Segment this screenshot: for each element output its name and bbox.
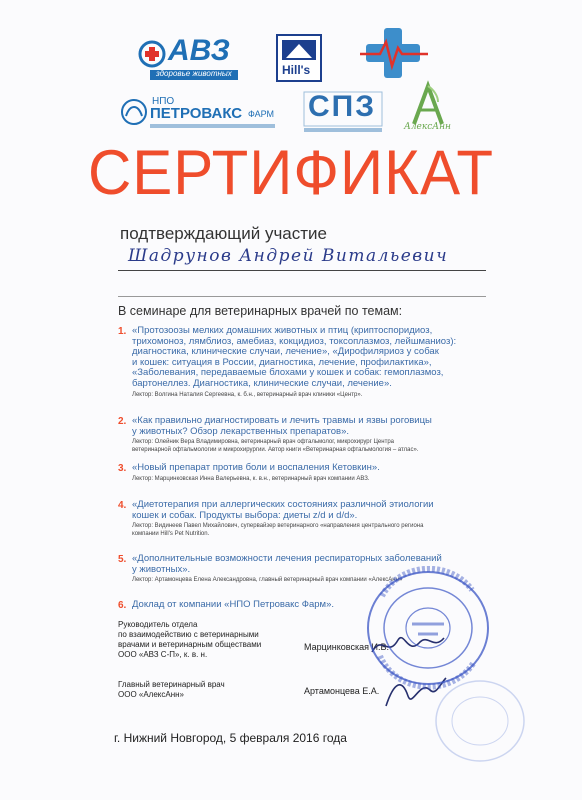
topic-line: у животных? Обзор лекарственных препаратов». — [132, 425, 350, 437]
topic-number: 6. — [118, 600, 127, 611]
signature-name-2: Артамонцева Е.А. — [304, 686, 380, 696]
topic-line: «Протозоозы мелких домашних животных и птиц (криптоспоридиоз, — [132, 325, 433, 336]
topic-number: 3. — [118, 463, 127, 474]
topic-line: «Заболевания, передаваемые блохами у кошек и собак: гемоплазмоз, — [132, 367, 444, 379]
topic-text — [132, 416, 488, 437]
topic-number: 4. — [118, 500, 127, 511]
role-line: врачами и ветеринарным обществами — [118, 640, 262, 649]
topic-line: «Новый препарат против боли и воспаления Кетовкин». — [132, 462, 380, 473]
role-line: ООО «АлексАнн» — [118, 690, 185, 699]
participant-name: Шадрунов Андрей Витальевич — [128, 246, 449, 266]
spz-logo — [302, 90, 384, 136]
petrovax-npo: НПО — [152, 96, 175, 107]
spz-logo-text: СПЗ — [308, 90, 377, 123]
topic-text — [132, 500, 488, 521]
topic-line: трихомоноз, лямблиоз, амебиаз, кокцидиоз, токсоплазмоз, лейшманиоз): — [132, 335, 457, 347]
lecturer-line: Лектор: Артамонцева Елена Александровна, главный ветеринарный врач компании «АлексАнн» — [132, 577, 403, 584]
hills-logo-text: Hill's — [282, 63, 311, 77]
role-line: ООО «АВЗ С-П», к. в. н. — [118, 650, 208, 659]
role-line: по взаимодействию с ветеринарными — [118, 630, 259, 639]
signature-role-1 — [118, 620, 261, 660]
topic-lecturer — [132, 439, 488, 454]
topic-line: у животных». — [132, 563, 191, 575]
signature-role-2 — [118, 680, 225, 700]
topic-line: и кошек: ситуация в России, диагностика, лечение, профилактика», — [132, 356, 432, 368]
subtitle: подтверждающий участие — [120, 224, 327, 243]
role-line: Главный ветеринарный врач — [118, 680, 225, 689]
role-line: Руководитель отдела — [118, 620, 198, 629]
divider — [118, 296, 486, 297]
aleksann-logo-text: АлексАнн — [404, 122, 451, 132]
topic-line: «Как правильно диагностировать и лечить травмы и язвы роговицы — [132, 415, 432, 426]
lecturer-line: Лектор: Марцинковская Инна Валерьевна, к. в.н., ветеринарный врач компании АВЗ. — [132, 475, 370, 482]
lecturer-line: Лектор: Видинеев Павел Михайлович, супервайзер ветеринарного «направления центрального региона — [132, 523, 424, 530]
lecturer-line: ветеринарной офтальмологии и микрохирургии. Автор книги «Ветеринарная офтальмология – атлас». — [132, 446, 419, 453]
topic-line: Доклад от компании «НПО Петровакс Фарм». — [132, 599, 335, 610]
certificate-title: СЕРТИФИКАТ — [87, 137, 495, 208]
avz-logo-text: АВЗ — [168, 34, 230, 67]
lecturer-line: Лектор: Волгина Наталия Сергеевна, к. б.н., ветеринарный врач клиники «Центр». — [132, 391, 363, 398]
topic-lecturer — [132, 523, 488, 538]
topic-line: бартонеллез. Диагностика, клинические случаи, лечение». — [132, 377, 392, 389]
topic-line: диагностика, клинические случаи, лечение», «Дирофиляриоз у собак — [132, 346, 439, 358]
medical-cross-logo — [358, 26, 430, 80]
aleksann-logo — [404, 80, 454, 130]
avz-logo-tagline: здоровье животных — [156, 69, 232, 78]
faded-stamp — [430, 676, 530, 766]
lecturer-line: компании Hill's Pet Nutrition. — [132, 530, 210, 537]
round-stamp — [362, 566, 492, 690]
topic-number: 2. — [118, 416, 127, 427]
topic-line: кошек и собак. Продукты выбора: диеты z/d и d/d». — [132, 509, 358, 521]
topic-lecturer — [132, 476, 488, 484]
topic-lecturer — [132, 392, 488, 400]
petrovax-name: ПЕТРОВАКС — [150, 105, 243, 122]
name-underline — [118, 270, 486, 271]
petrovax-logo — [120, 92, 280, 136]
hills-logo — [276, 34, 322, 82]
lecturer-line: Лектор: Олейник Вера Владимировна, ветеринарный врач офтальмолог, микрохирург Центра — [132, 439, 394, 446]
topic-line: «Дополнительные возможности лечения респираторных заболеваний — [132, 553, 442, 564]
themes-heading: В семинаре для ветеринарных врачей по темам: — [118, 304, 403, 318]
topic-number: 5. — [118, 554, 127, 565]
signature-name-1: Марцинковская И.В. — [304, 642, 389, 652]
footer-date-place: г. Нижний Новгород, 5 февраля 2016 года — [114, 731, 347, 745]
topic-number: 1. — [118, 326, 127, 337]
topic-text — [132, 326, 488, 390]
topic-line: «Диетотерапия при аллергических состояниях различной этиологии — [132, 499, 434, 510]
petrovax-farm: ФАРМ — [248, 109, 275, 119]
avz-logo — [138, 36, 248, 84]
topic-text — [132, 463, 488, 474]
